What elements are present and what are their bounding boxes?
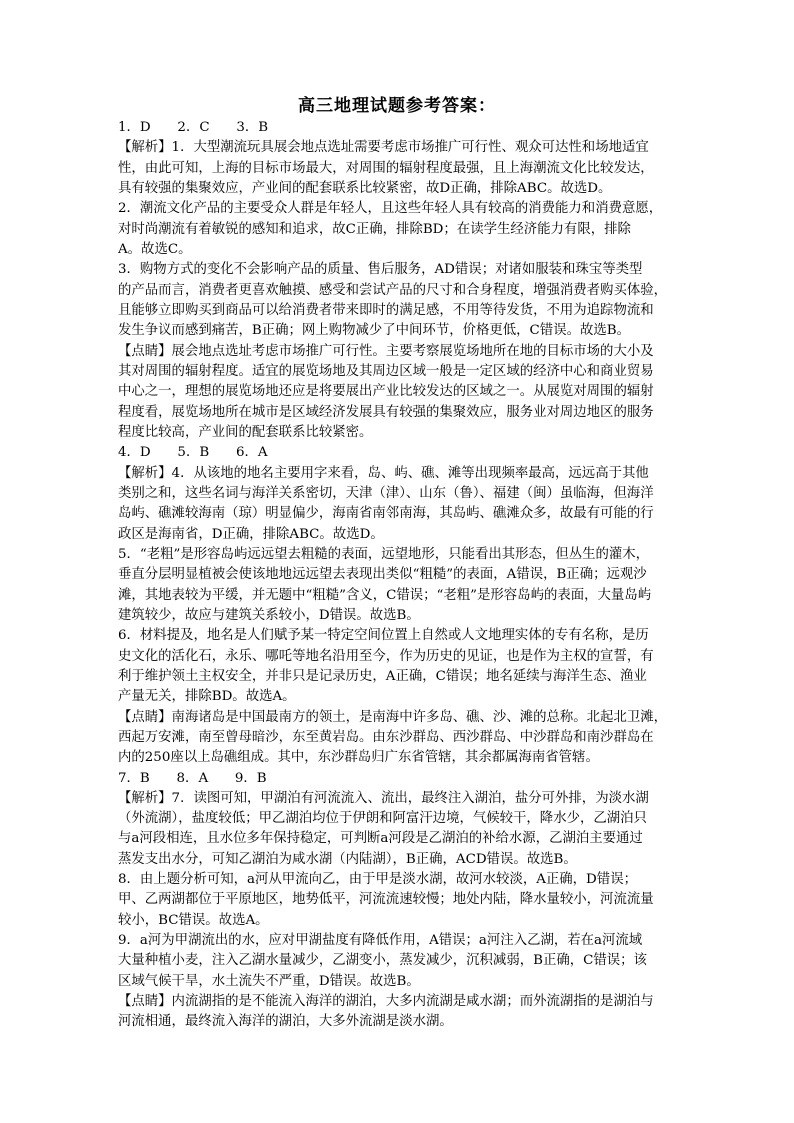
text-line: 9．a河为甲湖流出的水，应对甲湖盐度有降低作用，A错误；a河注入乙湖，若在a河流域 — [118, 933, 643, 949]
text-line: 甲、乙两湖都位于平原地区，地势低平，河流流速较慢；地处内陆，降水量较小，河流流量 — [118, 892, 654, 908]
text-line: 产量无关，排除BD。故选A。 — [118, 689, 296, 705]
page-title: 高三地理试题参考答案： — [298, 96, 496, 116]
text-line: 内的250座以上岛礁组成。其中，东沙群岛归广东省管辖，其余都属海南省管辖。 — [118, 750, 599, 766]
text-line: 4．D 5．B 6．A — [118, 445, 268, 461]
text-line: 大量种植小麦，注入乙湖水量减少，乙湖变小，蒸发减少，沉积减弱，B正确，C错误；该 — [118, 953, 647, 969]
text-line: 5．“老粗”是形容岛屿远远望去粗糙的表面，远望地形，只能看出其形态，但丛生的灌木， — [118, 546, 650, 562]
text-line: 利于维护领土主权安全，并非只是记录历史，A正确，C错误；地名延续与海洋生态、渔业 — [118, 668, 647, 684]
text-line: 1．D 2．C 3．B — [118, 120, 269, 135]
text-line: 【解析】1．大型潮流玩具展会地点选址需要考虑市场推广可行性、观众可达性和场地适宜 — [118, 140, 649, 156]
text-line: 【点睛】展会地点选址考虑市场推广可行性。主要考察展览场地所在地的目标市场的大小及 — [118, 343, 654, 359]
text-line: 【解析】7．读图可知，甲湖泊有河流流入、流出，最终注入湖泊，盐分可外排，为淡水湖 — [118, 790, 649, 806]
text-line: 发生争议而感到痛苦，B正确；网上购物减少了中间环节，价格更低，C错误。故选B。 — [118, 323, 630, 339]
text-line: 西起万安滩，南至曾母暗沙，东至黄岩岛。由东沙群岛、西沙群岛、中沙群岛和南沙群岛在 — [118, 729, 654, 745]
text-line: 具有较强的集聚效应，产业间的配套联系比较紧密，故D正确，排除ABC。故选D。 — [118, 180, 612, 196]
text-line: A。故选C。 — [118, 241, 192, 257]
text-line: 的产品而言，消费者更喜欢触摸、感受和尝试产品的尺寸和合身程度，增强消费者购买体验， — [118, 282, 668, 298]
text-line: （外流湖），盐度较低；甲乙湖泊均位于伊朗和阿富汗边境，气候较干，降水少，乙湖泊只 — [118, 811, 647, 827]
text-line: 滩，其地表较为平缓，并无题中“粗糙”含义，C错误；“老粗”是形容岛屿的表面，大量岛屿 — [118, 587, 652, 603]
text-line: 类别之和，这些名词与海洋关系密切，天津（津）、山东（鲁）、福建（闽）虽临海，但海洋 — [118, 485, 654, 501]
text-line: 与a河段相连，且水位多年保持稳定，可判断a河段是乙湖泊的补给水源，乙湖泊主要通过 — [118, 831, 643, 847]
text-line: 较小，BC错误。故选A。 — [118, 912, 269, 928]
text-line: 2．潮流文化产品的主要受众人群是年轻人，且这些年轻人具有较高的消费能力和消费意愿， — [118, 201, 663, 217]
text-line: 其对周围的辐射程度。适宜的展览场地及其周边区域一般是一定区域的经济中心和商业贸易 — [118, 363, 654, 379]
text-line: 性，由此可知，上海的目标市场最大，对周围的辐射程度最强，且上海潮流文化比较发达， — [118, 160, 654, 176]
text-line: 程度比较高，产业间的配套联系比较紧密。 — [118, 424, 373, 440]
text-line: 建筑较少，故应与建筑关系较小，D错误。故选B。 — [118, 607, 420, 623]
answer-content — [118, 118, 680, 1033]
text-line: 且能够立即购买到商品可以给消费者带来即时的满足感，不用等待发货，不用为追踪物流和 — [118, 302, 654, 318]
text-line: 政区是海南省，D正确，排除ABC。故选D。 — [118, 526, 384, 542]
text-line: 河流相通，最终流入海洋的湖泊，大多外流湖是淡水湖。 — [118, 1014, 453, 1030]
text-line: 史文化的活化石，永乐、哪吒等地名沿用至今，作为历史的见证，也是作为主权的宣誓，有 — [118, 648, 654, 664]
text-line: 蒸发支出水分，可知乙湖泊为咸水湖（内陆湖），B正确，ACD错误。故选B。 — [118, 851, 577, 867]
text-line: 中心之一，理想的展览场地还应是将要展出产业比较发达的区域之一。从展览对周围的辐射 — [118, 384, 654, 400]
text-line: 垂直分层明显植被会使该地地远远望去表现出类似“粗糙”的表面，A错误，B正确；远观沙 — [118, 567, 647, 583]
text-line: 岛屿、礁滩较海南（琼）明显偏少，海南省南邻南海，其岛屿、礁滩众多，故最有可能的行 — [118, 506, 654, 522]
text-line: 8．由上题分析可知，a河从甲流向乙，由于甲是淡水湖，故河水较淡，A正确，D错误； — [118, 872, 637, 888]
text-line: 7．B 8．A 9．B — [118, 770, 267, 786]
text-line: 区域气候干旱，水土流失不严重，D错误。故选B。 — [118, 973, 420, 989]
text-line: 【点睛】内流湖指的是不能流入海洋的湖泊，大多内流湖是咸水湖；而外流湖指的是湖泊与 — [118, 994, 654, 1010]
text-line: 3．购物方式的变化不会影响产品的质量、售后服务，AD错误；对诸如服装和珠宝等类型 — [118, 262, 643, 278]
text-line: 【点睛】南海诸岛是中国最南方的领土，是南海中许多岛、礁、沙、滩的总称。北起北卫滩， — [118, 709, 668, 725]
text-line: 【解析】4．从该地的地名主要用字来看，岛、屿、礁、滩等出现频率最高，远远高于其他 — [118, 465, 649, 481]
text-line: 6．材料提及，地名是人们赋予某一特定空间位置上自然或人文地理实体的专有名称，是历 — [118, 628, 649, 644]
text-line: 对时尚潮流有着敏锐的感知和追求，故C正确，排除BD；在读学生经济能力有限，排除 — [118, 221, 631, 237]
text-line: 程度看，展览场地所在城市是区域经济发展具有较强的集聚效应，服务业对周边地区的服务 — [118, 404, 654, 420]
